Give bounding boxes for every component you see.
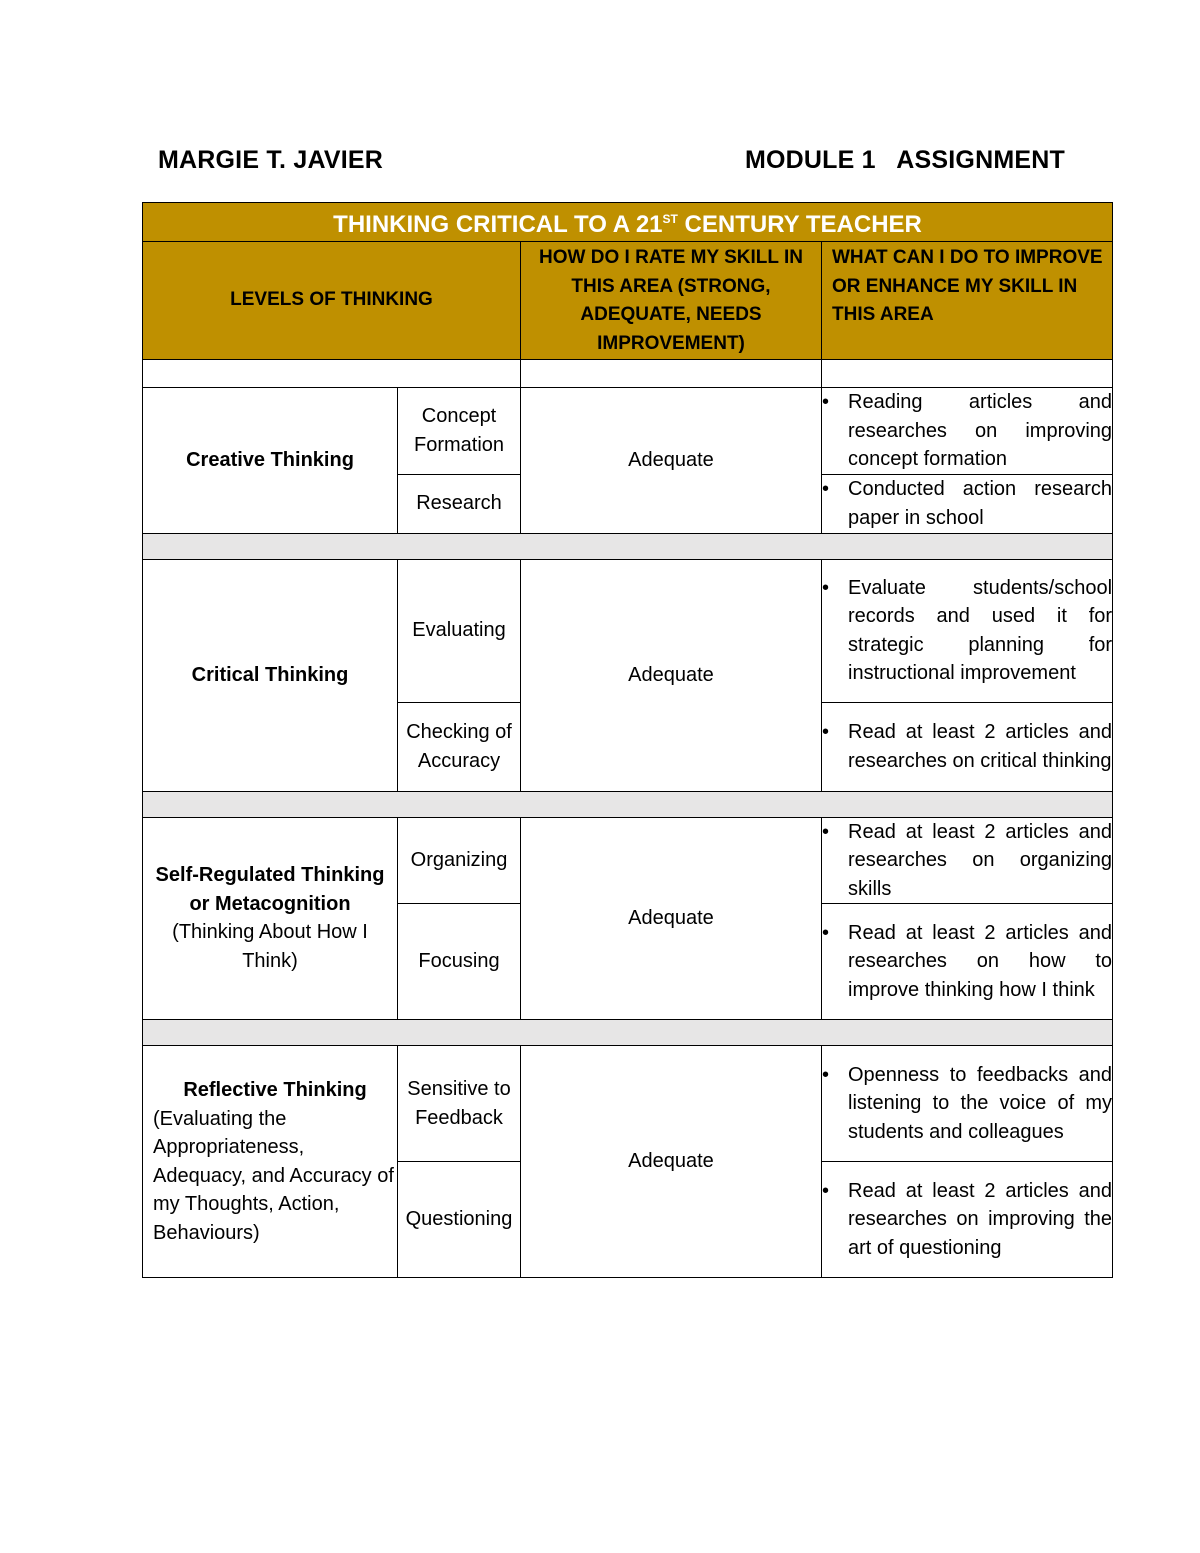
level-cell <box>143 1046 398 1278</box>
action-cell <box>822 388 1113 475</box>
table-row <box>143 1046 1113 1162</box>
skill-cell: Evaluating <box>398 559 521 702</box>
rating-cell: Adequate <box>521 817 822 1020</box>
table-row <box>143 559 1113 702</box>
bullet-icon: • <box>822 921 830 944</box>
level-name: Creative Thinking <box>186 449 354 471</box>
bullet-icon: • <box>822 391 830 413</box>
thinking-skills-table <box>142 202 1113 1278</box>
action-text: Conducted action research paper in school <box>848 478 1113 529</box>
action-text: Read at least 2 articles and researches on improving the art of questioning <box>848 1179 1113 1259</box>
level-note: (Evaluating the Appropriateness, Adequacy, and Accuracy of my Thoughts, Action, Behaviours) <box>153 1107 394 1244</box>
skill-cell: Concept Formation <box>398 388 521 475</box>
skill-cell: Focusing <box>398 904 521 1020</box>
bullet-icon: • <box>822 1063 830 1086</box>
action-text: Read at least 2 articles and researches on how to improve thinking how I think <box>848 921 1113 1001</box>
rating-cell: Adequate <box>521 559 822 791</box>
column-header-row <box>143 242 1113 360</box>
skill-cell: Checking of Accuracy <box>398 702 521 791</box>
col-header-rating: HOW DO I RATE MY SKILL IN THIS AREA (STRONG, ADEQUATE, NEEDS IMPROVEMENT) <box>521 242 822 360</box>
action-cell <box>822 1162 1113 1278</box>
table-title: THINKING CRITICAL TO A 21ST CENTURY TEACHER <box>143 203 1113 242</box>
action-cell <box>822 817 1113 904</box>
level-cell <box>143 559 398 791</box>
table-row <box>143 388 1113 475</box>
assignment-title: MODULE 1 ASSIGNMENT <box>745 146 1065 174</box>
separator-row <box>143 1020 1113 1046</box>
table-title-row <box>143 203 1113 242</box>
action-text: Evaluate students/school records and used it for strategic planning for instructional improvement <box>848 576 1113 684</box>
bullet-icon: • <box>822 820 830 843</box>
action-cell <box>822 904 1113 1020</box>
action-text: Read at least 2 articles and researches on critical thinking <box>848 721 1113 772</box>
table-row <box>143 817 1113 904</box>
title-superscript: ST <box>662 211 678 226</box>
level-name: Critical Thinking <box>191 663 349 686</box>
bullet-icon: • <box>822 478 830 500</box>
action-text: Reading articles and researches on improving concept formation <box>848 391 1113 470</box>
col-header-improve: WHAT CAN I DO TO IMPROVE OR ENHANCE MY SKILL IN THIS AREA <box>822 242 1113 360</box>
bullet-icon: • <box>822 721 830 743</box>
action-text: Openness to feedbacks and listening to the voice of my students and colleagues <box>848 1063 1113 1143</box>
action-cell <box>822 559 1113 702</box>
rating-cell: Adequate <box>521 1046 822 1278</box>
level-note: (Thinking About How I Think) <box>172 921 368 972</box>
action-cell <box>822 1046 1113 1162</box>
col-header-levels: LEVELS OF THINKING <box>143 242 521 360</box>
skill-cell: Organizing <box>398 817 521 904</box>
student-name: MARGIE T. JAVIER <box>158 146 383 174</box>
rating-cell: Adequate <box>521 388 822 534</box>
action-cell <box>822 474 1113 533</box>
bullet-icon: • <box>822 576 830 599</box>
bullet-icon: • <box>822 1179 830 1202</box>
skill-cell: Questioning <box>398 1162 521 1278</box>
action-cell <box>822 702 1113 791</box>
skill-cell: Sensitive to Feedback <box>398 1046 521 1162</box>
level-name: Self-Regulated Thinking or Metacognition <box>155 864 385 915</box>
action-text: Read at least 2 articles and researches on organizing skills <box>848 820 1113 900</box>
separator-row <box>143 791 1113 817</box>
level-cell <box>143 817 398 1020</box>
skill-cell: Research <box>398 474 521 533</box>
separator-row <box>143 533 1113 559</box>
level-name: Reflective Thinking <box>183 1079 367 1101</box>
level-cell <box>143 388 398 534</box>
blank-row <box>143 360 1113 388</box>
